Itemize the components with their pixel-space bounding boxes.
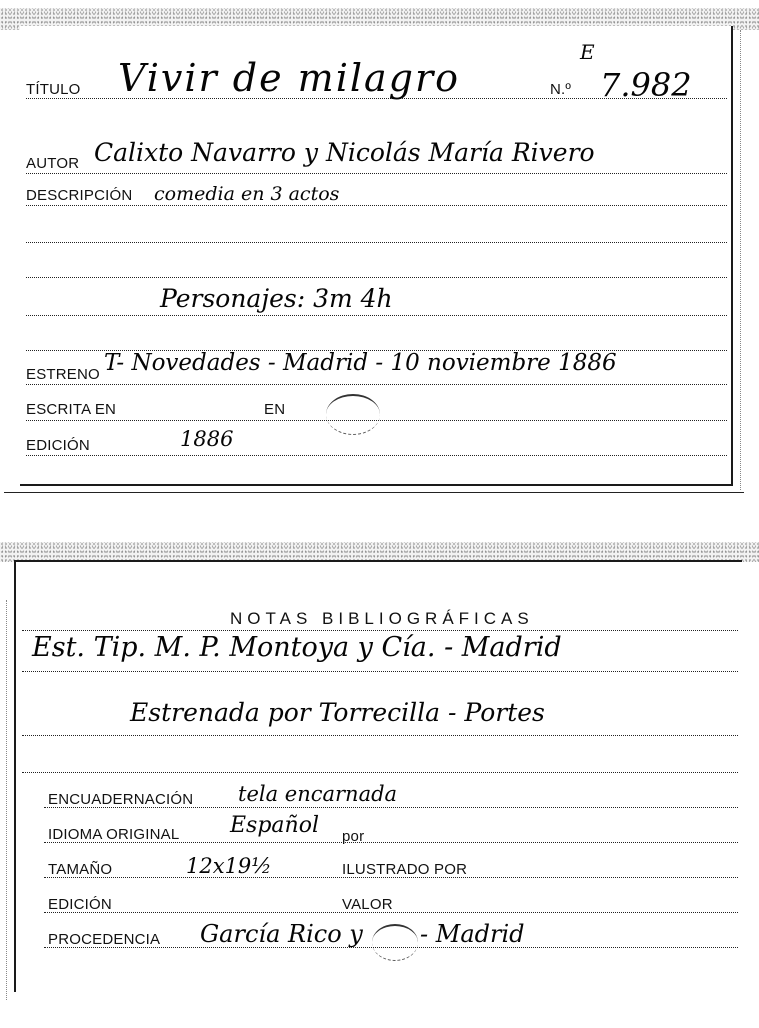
- por-label: por: [342, 828, 365, 845]
- encuadernacion-value: tela encarnada: [238, 782, 398, 806]
- redaction-mark: [326, 394, 380, 435]
- estreno-value: T- Novedades - Madrid - 10 noviembre 1886: [104, 350, 617, 376]
- descripcion-label: DESCRIPCIÓN: [26, 187, 133, 204]
- personajes-note: Personajes: 3m 4h: [160, 284, 393, 313]
- card-separator: [4, 492, 744, 493]
- catalog-prefix: E: [580, 40, 595, 64]
- autor-value: Calixto Navarro y Nicolás María Rivero: [94, 138, 595, 167]
- tamano-value: 12x19½: [186, 854, 272, 878]
- idioma-value: Español: [230, 813, 319, 838]
- scan-edge-right: [740, 30, 743, 490]
- procedencia-label: PROCEDENCIA: [48, 931, 161, 948]
- scan-edge-left: [6, 600, 9, 1000]
- encuadernacion-label: ENCUADERNACIÓN: [48, 791, 194, 808]
- scan-edge-middle: [0, 542, 759, 562]
- edicion2-label: EDICIÓN: [48, 896, 112, 913]
- titulo-label: TÍTULO: [26, 81, 81, 98]
- procedencia-value: García Rico y: [200, 920, 363, 948]
- notes-card: [14, 560, 742, 992]
- idioma-label: IDIOMA ORIGINAL: [48, 826, 180, 843]
- autor-label: AUTOR: [26, 155, 80, 172]
- en-label: EN: [264, 401, 286, 418]
- redaction-mark-2: [372, 924, 418, 961]
- edicion-label: EDICIÓN: [26, 437, 90, 454]
- descripcion-value: comedia en 3 actos: [154, 183, 340, 205]
- valor-label: VALOR: [342, 896, 393, 913]
- nota-1: Est. Tip. M. P. Montoya y Cía. - Madrid: [32, 632, 562, 663]
- numero-value: 7.982: [600, 66, 692, 104]
- estreno-label: ESTRENO: [26, 366, 100, 383]
- nota-2: Estrenada por Torrecilla - Portes: [130, 698, 545, 727]
- titulo-value: Vivir de milagro: [118, 56, 461, 100]
- edicion-value: 1886: [180, 427, 234, 451]
- numero-label: N.º: [550, 81, 572, 98]
- escrita-en-label: ESCRITA EN: [26, 401, 117, 418]
- tamano-label: TAMAÑO: [48, 861, 113, 878]
- procedencia-value-end: - Madrid: [420, 920, 525, 948]
- notas-heading: NOTAS BIBLIOGRÁFICAS: [230, 609, 534, 628]
- title-card: [20, 26, 733, 486]
- ilustrado-label: ILUSTRADO POR: [342, 861, 468, 878]
